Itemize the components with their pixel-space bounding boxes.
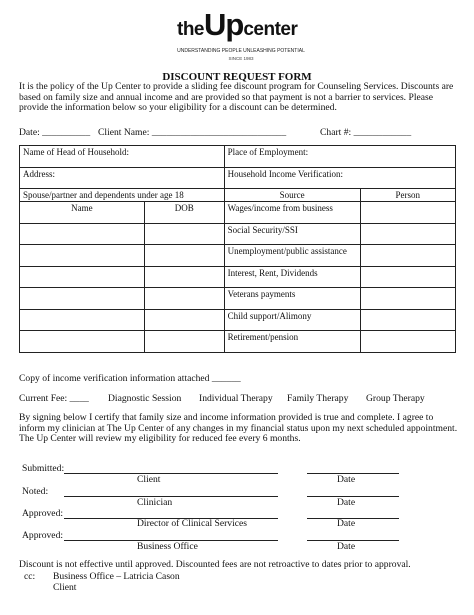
- household-table: [19, 145, 456, 353]
- spouse-dependents-header: Spouse/partner and dependents under age 18: [20, 189, 225, 202]
- source-header: Source: [224, 189, 360, 202]
- dob-cell[interactable]: [144, 266, 224, 288]
- source-row: Social Security/SSI: [224, 223, 360, 245]
- source-row: Unemployment/public assistance: [224, 245, 360, 267]
- name-cell[interactable]: [20, 288, 145, 310]
- up-center-logo: [177, 5, 307, 67]
- copy-attached-field[interactable]: Copy of income verification information attached ______: [19, 373, 241, 384]
- family-therapy-option[interactable]: Family Therapy: [287, 393, 349, 404]
- name-cell[interactable]: [20, 245, 145, 267]
- dob-cell[interactable]: [144, 309, 224, 331]
- person-cell[interactable]: [360, 202, 455, 224]
- clinician-date-label: Date: [337, 497, 356, 508]
- address-cell[interactable]: Address:: [20, 167, 225, 189]
- source-row: Wages/income from business: [224, 202, 360, 224]
- dob-cell[interactable]: [144, 331, 224, 353]
- director-date-label: Date: [337, 518, 356, 529]
- date-field[interactable]: Date: __________: [19, 127, 91, 138]
- form-title: DISCOUNT REQUEST FORM: [162, 71, 312, 83]
- dob-cell[interactable]: [144, 223, 224, 245]
- business-role-label: Business Office: [137, 541, 198, 552]
- dob-column-header: DOB: [144, 202, 224, 224]
- income-verification-cell[interactable]: Household Income Verification:: [224, 167, 455, 189]
- logo-wordmark: theUpcenter: [177, 7, 298, 42]
- dob-cell[interactable]: [144, 245, 224, 267]
- person-cell[interactable]: [360, 331, 455, 353]
- logo-since: SINCE 1983: [228, 56, 254, 61]
- source-row: Retirement/pension: [224, 331, 360, 353]
- business-date-label: Date: [337, 541, 356, 552]
- group-therapy-option[interactable]: Group Therapy: [366, 393, 425, 404]
- client-date-label: Date: [337, 474, 356, 485]
- director-role-label: Director of Clinical Services: [137, 518, 248, 529]
- certification-paragraph: By signing below I certify that family size and income information provided is true and complete. I agree to inform my clinician at The Up Center of any changes in my financial status upon my next scheduled appointment. The Up Center will review my eligibility for reduced fee every 6 months.: [19, 412, 458, 445]
- cc-client: Client: [53, 582, 77, 593]
- name-cell[interactable]: [20, 266, 145, 288]
- individual-therapy-option[interactable]: Individual Therapy: [199, 393, 273, 404]
- client-name-field[interactable]: Client Name: ____________________________: [98, 127, 287, 138]
- noted-label: Noted:: [22, 486, 49, 497]
- person-cell[interactable]: [360, 288, 455, 310]
- footer-notice: Discount is not effective until approved. Discounted fees are not retroactive to dates prior to approval.: [19, 559, 411, 570]
- name-cell[interactable]: [20, 309, 145, 331]
- approved-business-label: Approved:: [22, 530, 64, 541]
- diagnostic-session-option[interactable]: Diagnostic Session: [108, 393, 182, 404]
- logo-tagline: UNDERSTANDING PEOPLE UNLEASHING POTENTIAL: [177, 48, 305, 54]
- person-header: Person: [360, 189, 455, 202]
- submitted-label: Submitted:: [22, 463, 65, 474]
- name-cell[interactable]: [20, 331, 145, 353]
- head-of-household-cell[interactable]: Name of Head of Household:: [20, 146, 225, 168]
- current-fee-field[interactable]: Current Fee: ____: [19, 393, 89, 404]
- cc-label: cc:: [24, 571, 36, 582]
- clinician-role-label: Clinician: [137, 497, 173, 508]
- source-row: Veterans payments: [224, 288, 360, 310]
- name-column-header: Name: [20, 202, 145, 224]
- name-cell[interactable]: [20, 223, 145, 245]
- source-row: Child support/Alimony: [224, 309, 360, 331]
- person-cell[interactable]: [360, 223, 455, 245]
- source-row: Interest, Rent, Dividends: [224, 266, 360, 288]
- person-cell[interactable]: [360, 309, 455, 331]
- intro-paragraph: It is the policy of the Up Center to provide a sliding fee discount program for Counseling Services. Discounts are based on family size and annual income and are provided so that payment is not a barrier to services. Please provide the information below so your eligibility for a discount can be determined.: [19, 81, 454, 114]
- cc-business-office: Business Office – Latricia Cason: [53, 571, 180, 582]
- client-signature-line[interactable]: [64, 473, 278, 474]
- approved-director-label: Approved:: [22, 508, 64, 519]
- client-role-label: Client: [137, 474, 161, 485]
- person-cell[interactable]: [360, 245, 455, 267]
- dob-cell[interactable]: [144, 288, 224, 310]
- person-cell[interactable]: [360, 266, 455, 288]
- place-of-employment-cell[interactable]: Place of Employment:: [224, 146, 455, 168]
- chart-number-field[interactable]: Chart #: ____________: [320, 127, 412, 138]
